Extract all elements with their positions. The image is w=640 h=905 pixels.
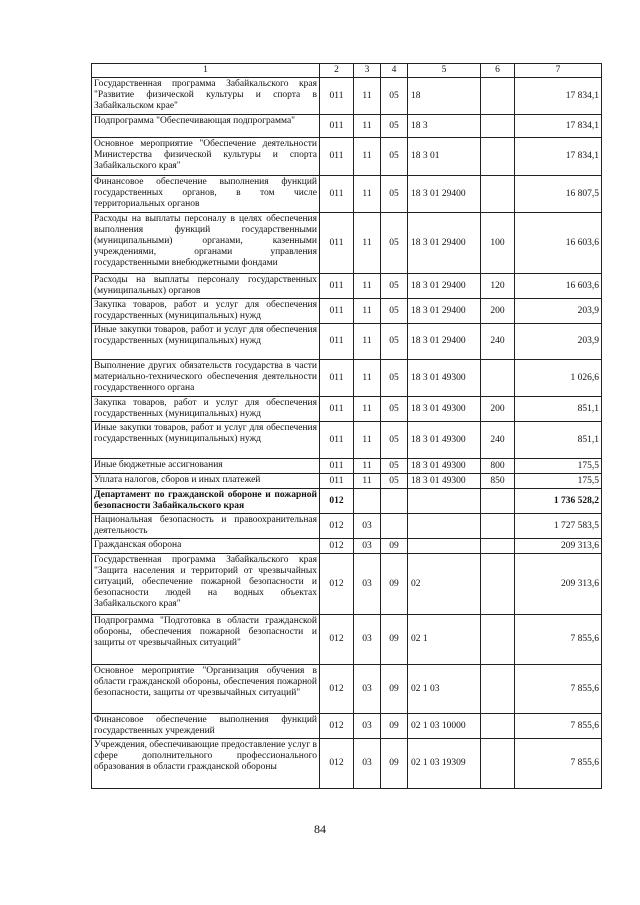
table-row xyxy=(92,665,602,714)
row-sum-cell: 203,9 xyxy=(515,324,602,360)
row-name-cell: Государственная программа Забайкальского края "Защита населения и территорий от чрезвычайных ситуаций, обеспечение пожарной безопасности и безопасности людей на водных объектах Забайкальского края" xyxy=(92,554,320,615)
table-row xyxy=(92,739,602,789)
row-gr-cell: 012 xyxy=(320,489,354,514)
row-rz-cell: 03 xyxy=(354,665,381,714)
row-gr-cell: 011 xyxy=(320,176,354,213)
row-rz-cell: 03 xyxy=(354,539,381,554)
row-sum-cell: 1 727 583,5 xyxy=(515,514,602,539)
row-name-cell: Подпрограмма "Обеспечивающая подпрограмма" xyxy=(92,115,320,138)
table-row xyxy=(92,397,602,422)
header-cell: 6 xyxy=(481,64,515,78)
row-gr-cell: 011 xyxy=(320,138,354,176)
table-row xyxy=(92,360,602,397)
row-rz-cell: 11 xyxy=(354,422,381,459)
row-pr-cell: 05 xyxy=(381,360,408,397)
row-gr-cell: 011 xyxy=(320,474,354,489)
row-gr-cell: 012 xyxy=(320,615,354,665)
row-rz-cell: 11 xyxy=(354,397,381,422)
row-name-cell: Департамент по гражданской обороне и пожарной безопасности Забайкальского края xyxy=(92,489,320,514)
row-sum-cell: 209 313,6 xyxy=(515,539,602,554)
row-csr-cell: 02 1 03 10000 xyxy=(408,714,481,739)
row-csr-cell: 18 3 01 29400 xyxy=(408,324,481,360)
row-rz-cell: 03 xyxy=(354,739,381,789)
row-pr-cell: 05 xyxy=(381,324,408,360)
row-csr-cell: 18 3 01 29400 xyxy=(408,213,481,274)
row-csr-cell: 02 xyxy=(408,554,481,615)
row-name-cell: Иные закупки товаров, работ и услуг для обеспечения государственных (муниципальных) нужд xyxy=(92,324,320,360)
table-row xyxy=(92,714,602,739)
header-cell: 4 xyxy=(381,64,408,78)
row-rz-cell: 03 xyxy=(354,714,381,739)
table-row xyxy=(92,176,602,213)
row-name-cell: Финансовое обеспечение выполнения функций государственных учреждений xyxy=(92,714,320,739)
row-csr-cell xyxy=(408,539,481,554)
row-sum-cell: 209 313,6 xyxy=(515,554,602,615)
row-rz-cell: 03 xyxy=(354,615,381,665)
header-cell: 1 xyxy=(92,64,320,78)
row-csr-cell: 18 3 01 29400 xyxy=(408,299,481,324)
row-name-cell: Иные закупки товаров, работ и услуг для обеспечения государственных (муниципальных) нужд xyxy=(92,422,320,459)
header-cell: 3 xyxy=(354,64,381,78)
row-csr-cell xyxy=(408,489,481,514)
row-pr-cell: 05 xyxy=(381,78,408,115)
row-csr-cell: 18 3 01 49300 xyxy=(408,474,481,489)
table-row xyxy=(92,489,602,514)
row-rz-cell: 11 xyxy=(354,459,381,474)
row-csr-cell: 02 1 03 19309 xyxy=(408,739,481,789)
row-name-cell: Финансовое обеспечение выполнения функций государственных органов, в том числе территориальных органов xyxy=(92,176,320,213)
row-pr-cell: 05 xyxy=(381,115,408,138)
row-sum-cell: 7 855,6 xyxy=(515,665,602,714)
row-gr-cell: 011 xyxy=(320,213,354,274)
row-rz-cell: 11 xyxy=(354,324,381,360)
table-row xyxy=(92,138,602,176)
row-pr-cell: 05 xyxy=(381,274,408,299)
table-header-row xyxy=(92,64,602,78)
row-gr-cell: 011 xyxy=(320,115,354,138)
budget-table xyxy=(91,63,602,789)
row-sum-cell: 7 855,6 xyxy=(515,615,602,665)
row-name-cell: Гражданская оборона xyxy=(92,539,320,554)
row-rz-cell: 11 xyxy=(354,274,381,299)
row-csr-cell: 02 1 03 xyxy=(408,665,481,714)
row-csr-cell: 18 3 01 49300 xyxy=(408,459,481,474)
row-csr-cell: 18 3 01 xyxy=(408,138,481,176)
row-vr-cell xyxy=(481,714,515,739)
row-pr-cell: 05 xyxy=(381,138,408,176)
row-rz-cell xyxy=(354,489,381,514)
row-gr-cell: 011 xyxy=(320,422,354,459)
row-name-cell: Основное мероприятие "Обеспечение деятельности Министерства физической культуры и спорта Забайкальского края" xyxy=(92,138,320,176)
row-sum-cell: 175,5 xyxy=(515,459,602,474)
row-pr-cell: 05 xyxy=(381,474,408,489)
row-name-cell: Выполнение других обязательств государства в части материально-технического обеспечения деятельности государственного органа xyxy=(92,360,320,397)
row-csr-cell xyxy=(408,514,481,539)
row-name-cell: Подпрограмма "Подготовка в области гражданской обороны, обеспечения пожарной безопасности и защиты от чрезвычайных ситуаций" xyxy=(92,615,320,665)
row-gr-cell: 011 xyxy=(320,397,354,422)
row-name-cell: Основное мероприятие "Организация обучения в области гражданской обороны, обеспечения пожарной безопасности, защиты от чрезвычайных ситуаций" xyxy=(92,665,320,714)
row-gr-cell: 012 xyxy=(320,714,354,739)
row-sum-cell: 16 807,5 xyxy=(515,176,602,213)
row-gr-cell: 011 xyxy=(320,459,354,474)
row-gr-cell: 011 xyxy=(320,324,354,360)
row-pr-cell xyxy=(381,489,408,514)
table-row xyxy=(92,324,602,360)
row-csr-cell: 18 3 01 49300 xyxy=(408,360,481,397)
row-rz-cell: 11 xyxy=(354,78,381,115)
row-sum-cell: 1 026,6 xyxy=(515,360,602,397)
row-sum-cell: 7 855,6 xyxy=(515,714,602,739)
row-gr-cell: 012 xyxy=(320,554,354,615)
row-sum-cell: 17 834,1 xyxy=(515,138,602,176)
row-sum-cell: 1 736 528,2 xyxy=(515,489,602,514)
row-csr-cell: 18 3 01 29400 xyxy=(408,176,481,213)
row-pr-cell: 09 xyxy=(381,714,408,739)
row-name-cell: Расходы на выплаты персоналу в целях обеспечения выполнения функций государственными (муниципальными) органами, казенными учреждениями, органами управления государственными внебюджетными фондами xyxy=(92,213,320,274)
row-vr-cell xyxy=(481,665,515,714)
row-sum-cell: 16 603,6 xyxy=(515,274,602,299)
table-row xyxy=(92,615,602,665)
header-cell: 5 xyxy=(408,64,481,78)
row-sum-cell: 851,1 xyxy=(515,397,602,422)
table-row xyxy=(92,539,602,554)
row-pr-cell: 09 xyxy=(381,665,408,714)
row-sum-cell: 175,5 xyxy=(515,474,602,489)
row-sum-cell: 16 603,6 xyxy=(515,213,602,274)
row-name-cell: Расходы на выплаты персоналу государственных (муниципальных) органов xyxy=(92,274,320,299)
row-gr-cell: 011 xyxy=(320,274,354,299)
budget-table-body xyxy=(92,64,602,789)
row-rz-cell: 11 xyxy=(354,138,381,176)
row-name-cell: Уплата налогов, сборов и иных платежей xyxy=(92,474,320,489)
row-gr-cell: 012 xyxy=(320,514,354,539)
table-row xyxy=(92,213,602,274)
header-cell: 2 xyxy=(320,64,354,78)
table-row xyxy=(92,299,602,324)
row-vr-cell xyxy=(481,115,515,138)
row-pr-cell: 05 xyxy=(381,213,408,274)
row-name-cell: Государственная программа Забайкальского края "Развитие физической культуры и спорта в Забайкальском крае" xyxy=(92,78,320,115)
row-vr-cell xyxy=(481,554,515,615)
row-pr-cell: 09 xyxy=(381,539,408,554)
row-vr-cell xyxy=(481,539,515,554)
row-name-cell: Национальная безопасность и правоохранительная деятельность xyxy=(92,514,320,539)
row-rz-cell: 11 xyxy=(354,299,381,324)
row-name-cell: Иные бюджетные ассигнования xyxy=(92,459,320,474)
row-csr-cell: 18 3 01 29400 xyxy=(408,274,481,299)
row-csr-cell: 18 3 01 49300 xyxy=(408,422,481,459)
row-vr-cell: 200 xyxy=(481,397,515,422)
row-rz-cell: 03 xyxy=(354,514,381,539)
table-row xyxy=(92,422,602,459)
row-csr-cell: 18 3 01 49300 xyxy=(408,397,481,422)
row-pr-cell: 05 xyxy=(381,299,408,324)
row-vr-cell: 100 xyxy=(481,213,515,274)
row-vr-cell xyxy=(481,78,515,115)
row-vr-cell: 850 xyxy=(481,474,515,489)
row-gr-cell: 012 xyxy=(320,539,354,554)
row-vr-cell xyxy=(481,615,515,665)
row-vr-cell: 240 xyxy=(481,324,515,360)
row-pr-cell: 05 xyxy=(381,397,408,422)
row-sum-cell: 17 834,1 xyxy=(515,115,602,138)
header-cell: 7 xyxy=(515,64,602,78)
row-sum-cell: 851,1 xyxy=(515,422,602,459)
row-name-cell: Закупка товаров, работ и услуг для обеспечения государственных (муниципальных) нужд xyxy=(92,299,320,324)
table-row xyxy=(92,554,602,615)
row-rz-cell: 11 xyxy=(354,360,381,397)
row-vr-cell xyxy=(481,138,515,176)
table-row xyxy=(92,514,602,539)
table-row xyxy=(92,78,602,115)
table-row xyxy=(92,459,602,474)
row-vr-cell: 120 xyxy=(481,274,515,299)
row-rz-cell: 03 xyxy=(354,554,381,615)
row-vr-cell xyxy=(481,176,515,213)
row-pr-cell: 05 xyxy=(381,422,408,459)
row-vr-cell: 240 xyxy=(481,422,515,459)
table-row xyxy=(92,115,602,138)
row-vr-cell: 800 xyxy=(481,459,515,474)
row-rz-cell: 11 xyxy=(354,176,381,213)
row-vr-cell: 200 xyxy=(481,299,515,324)
row-name-cell: Закупка товаров, работ и услуг для обеспечения государственных (муниципальных) нужд xyxy=(92,397,320,422)
row-gr-cell: 011 xyxy=(320,78,354,115)
row-vr-cell xyxy=(481,514,515,539)
row-name-cell: Учреждения, обеспечивающие предоставление услуг в сфере дополнительного профессионального образования в области гражданской обороны xyxy=(92,739,320,789)
row-pr-cell: 05 xyxy=(381,176,408,213)
row-csr-cell: 18 xyxy=(408,78,481,115)
row-csr-cell: 02 1 xyxy=(408,615,481,665)
row-rz-cell: 11 xyxy=(354,213,381,274)
row-gr-cell: 012 xyxy=(320,739,354,789)
row-vr-cell xyxy=(481,489,515,514)
row-sum-cell: 7 855,6 xyxy=(515,739,602,789)
row-pr-cell: 09 xyxy=(381,739,408,789)
row-sum-cell: 17 834,1 xyxy=(515,78,602,115)
row-vr-cell xyxy=(481,360,515,397)
row-gr-cell: 012 xyxy=(320,665,354,714)
row-rz-cell: 11 xyxy=(354,115,381,138)
row-vr-cell xyxy=(481,739,515,789)
row-sum-cell: 203,9 xyxy=(515,299,602,324)
row-pr-cell: 05 xyxy=(381,459,408,474)
table-row xyxy=(92,474,602,489)
row-pr-cell: 09 xyxy=(381,554,408,615)
row-csr-cell: 18 3 xyxy=(408,115,481,138)
page-number: 84 xyxy=(314,822,326,836)
row-pr-cell xyxy=(381,514,408,539)
row-gr-cell: 011 xyxy=(320,360,354,397)
row-gr-cell: 011 xyxy=(320,299,354,324)
row-pr-cell: 09 xyxy=(381,615,408,665)
row-rz-cell: 11 xyxy=(354,474,381,489)
table-row xyxy=(92,274,602,299)
